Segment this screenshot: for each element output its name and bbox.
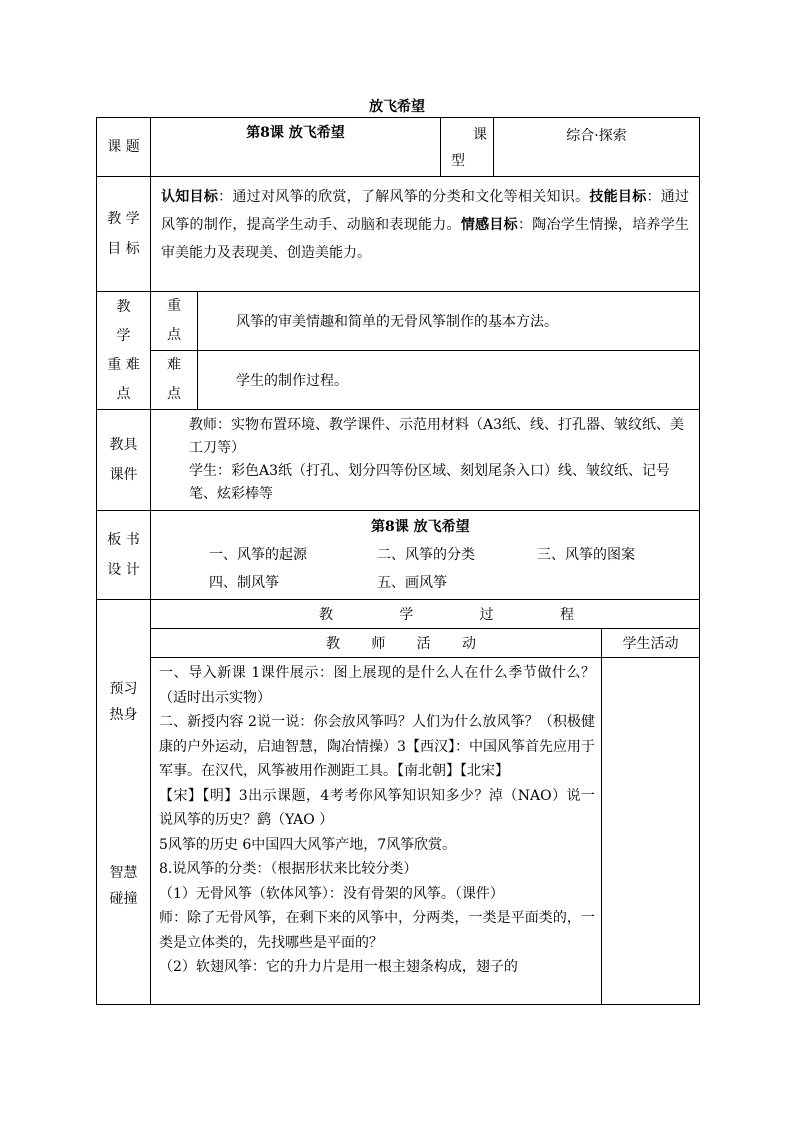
board-line-2: 四、制风筝 五、画风筝 (209, 575, 447, 591)
course-title: 第8课 放飞希望 (151, 118, 441, 177)
label-keys: 教 学 重 难 点 (97, 292, 151, 410)
row-difficult-point (97, 351, 700, 410)
label-difficult: 难 点 (151, 351, 198, 410)
row-board (97, 511, 700, 600)
row-course (97, 118, 700, 177)
teacher-activity-text (151, 658, 602, 1005)
row-key-point (97, 292, 700, 351)
board-content (151, 511, 700, 600)
process-line: 一、导入新课 1课件展示：图上展现的是什么人在什么季节做什么？（适时出示实物） (159, 665, 595, 706)
label-type: 课 型 (441, 118, 494, 177)
student-activity-cell (602, 658, 700, 1005)
row-goals (97, 177, 700, 292)
process-line: 5风筝的历史 6中国四大风筝产地，7风筝欣赏。 (159, 836, 457, 853)
label-key: 重 点 (151, 292, 198, 351)
row-process-body (97, 658, 700, 1005)
row-process-subheader (97, 629, 700, 658)
lesson-plan-table (96, 117, 700, 1005)
label-course: 课 题 (97, 118, 151, 177)
document-title: 放飞希望 (369, 99, 425, 115)
process-line: 8.说风筝的分类：（根据形状来比较分类） (159, 861, 418, 877)
board-heading: 第8课 放飞希望 (371, 519, 470, 535)
board-line-1: 一、风筝的起源 二、风筝的分类 三、风筝的图案 (209, 547, 635, 563)
process-line: 【宋】【明】3出示课题，4考考你风筝知识知多少？淖（NAO）说一说风筝的历史？鹞（YAO ） (159, 787, 595, 828)
process-line: 二、新授内容 2说一说：你会放风筝吗？人们为什么放风筝？（积极健康的户外运动，启迪智慧，陶冶情操）3【西汉】：中国风筝首先应用于军事。在汉代，风筝被用作测距工具。【南北朝】【北宋】 (159, 714, 595, 779)
row-process-header (97, 600, 700, 629)
goals-text: 认知目标：通过对风筝的欣赏，了解风筝的分类和文化等相关知识。技能目标：通过风筝的制作，提高学生动手、动脑和表现能力。情感目标：陶冶学生情操，培养学生审美能力及表现美、创造美能力。 (151, 177, 700, 292)
tools-text: 教师：实物布置环境、教学课件、示范用材料（A3纸、线、打孔器、皱纹纸、美工刀等） 学生：彩色A3纸（打孔、划分四等份区域、刻划尾条入口）线、皱纹纸、记号笔、炫彩棒等 (151, 410, 700, 511)
row-tools (97, 410, 700, 511)
process-title: 教 学 过 程 (151, 600, 700, 629)
label-goals: 教 学 目 标 (97, 177, 151, 292)
process-line: （1）无骨风筝（软体风筝）：没有骨架的风筝。（课件） (159, 885, 504, 902)
process-side-labels (97, 600, 151, 1005)
student-activity-header: 学生活动 (602, 629, 700, 658)
label-warmup: 预习 热身 (109, 681, 138, 723)
label-tools: 教具 课件 (97, 410, 151, 511)
course-type-value: 综合·探索 (494, 118, 700, 177)
label-board: 板 书 设 计 (97, 511, 151, 600)
process-line: （2）软翅风筝：它的升力片是用一根主翅条构成，翅子的 (159, 959, 518, 975)
teacher-activity-header: 教 师 活 动 (151, 629, 602, 658)
label-collision: 智慧 碰撞 (109, 865, 138, 907)
key-text: 风筝的审美情趣和简单的无骨风筝制作的基本方法。 (198, 292, 700, 351)
difficult-text: 学生的制作过程。 (198, 351, 700, 410)
process-line: 师：除了无骨风筝，在剩下来的风筝中，分两类，一类是平面类的，一类是立体类的，先找哪些是平面的？ (159, 910, 595, 951)
